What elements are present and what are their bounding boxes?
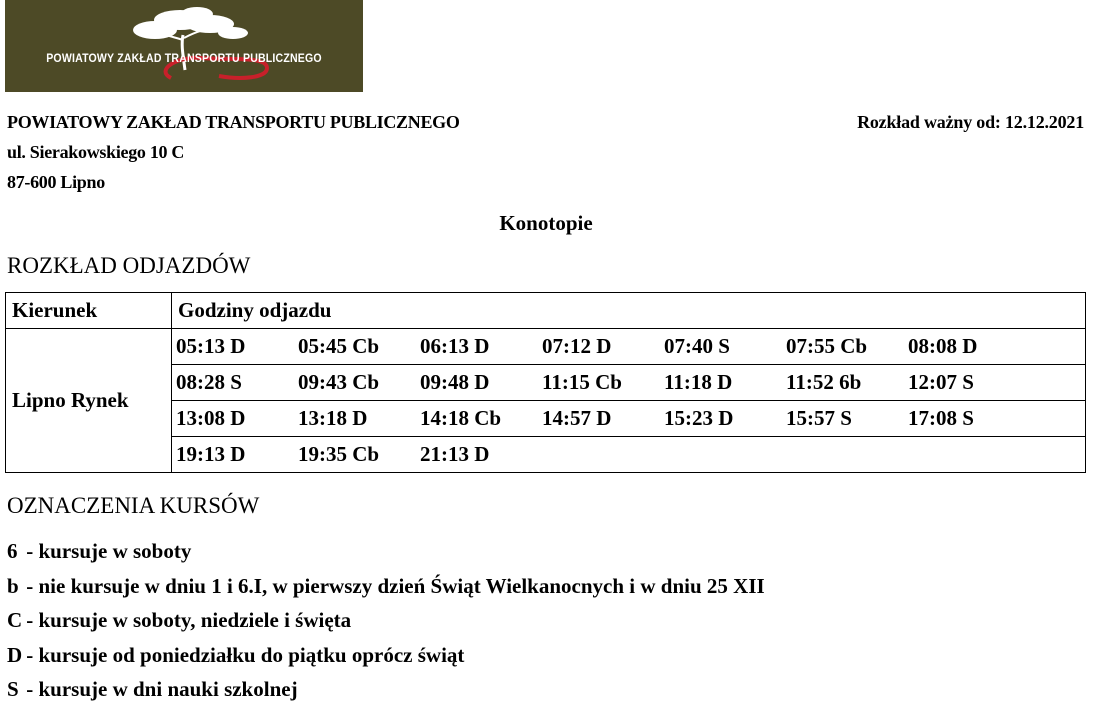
times-cell: [172, 437, 1086, 473]
company-name: POWIATOWY ZAKŁAD TRANSPORTU PUBLICZNEGO: [7, 112, 460, 132]
direction-cell: Lipno Rynek: [6, 329, 172, 473]
departure-time: 09:43 Cb: [298, 370, 380, 394]
departure-time: 14:57 D: [542, 406, 612, 430]
logo-text: POWIATOWY ZAKŁAD TRANSPORTU PUBLICZNEGO: [46, 51, 322, 65]
legend-item: [7, 672, 765, 707]
times-cell: [172, 365, 1086, 401]
stop-name: Konotopie: [499, 211, 593, 235]
departure-time: 21:13 D: [420, 442, 490, 466]
legend-item: [7, 638, 765, 673]
times-cell: [172, 401, 1086, 437]
departure-time: 07:55 Cb: [786, 334, 868, 358]
legend-text: - kursuje w soboty, niedziele i święta: [26, 608, 352, 632]
legend-code: 6: [7, 539, 18, 563]
departure-time: 15:23 D: [664, 406, 734, 430]
legend-code: S: [7, 677, 19, 701]
departure-time: 06:13 D: [420, 334, 490, 358]
legend-code: C: [7, 608, 23, 632]
company-logo: [5, 0, 363, 92]
departure-time: 08:08 D: [908, 334, 978, 358]
departure-time: 13:18 D: [298, 406, 368, 430]
times-cell: [172, 329, 1086, 365]
departures-table: [5, 292, 1086, 473]
departure-time: 07:12 D: [542, 334, 612, 358]
company-city: 87-600 Lipno: [7, 172, 105, 192]
column-header-direction: Kierunek: [6, 293, 172, 329]
departure-time: 11:52 6b: [786, 370, 862, 394]
table-header-row: [6, 293, 1086, 329]
legend-item: [7, 569, 765, 604]
departure-time: 19:13 D: [176, 442, 246, 466]
legend-text: - kursuje w dni nauki szkolnej: [26, 677, 298, 701]
legend-code: D: [7, 642, 23, 667]
tree-logo-icon: [5, 0, 363, 92]
departure-time: 05:13 D: [176, 334, 246, 358]
column-header-times: Godziny odjazdu: [172, 293, 1086, 329]
departure-time: 11:15 Cb: [542, 370, 622, 394]
departure-time: 17:08 S: [908, 406, 974, 430]
departure-time: 08:28 S: [176, 370, 242, 394]
table-row: [6, 329, 1086, 365]
departure-time: 13:08 D: [176, 406, 246, 430]
legend-text: - kursuje w soboty: [26, 539, 192, 563]
legend-heading: OZNACZENIA KURSÓW: [7, 493, 260, 518]
departure-time: 19:35 Cb: [298, 442, 380, 466]
company-street: ul. Sierakowskiego 10 C: [7, 142, 185, 162]
valid-from-date: Rozkład ważny od: 12.12.2021: [857, 112, 1084, 132]
departure-time: 12:07 S: [908, 370, 974, 394]
departure-time: 14:18 Cb: [420, 406, 502, 430]
legend-list: [7, 534, 765, 707]
legend-item: [7, 603, 765, 638]
legend-text: - nie kursuje w dniu 1 i 6.I, w pierwszy dzień Świąt Wielkanocnych i w dniu 25 XII: [26, 573, 765, 598]
departure-time: 07:40 S: [664, 334, 730, 358]
departure-time: 09:48 D: [420, 370, 490, 394]
departure-time: 15:57 S: [786, 406, 852, 430]
legend-text: - kursuje od poniedziałku do piątku oprócz świąt: [26, 642, 465, 667]
schedule-heading: ROZKŁAD ODJAZDÓW: [7, 253, 251, 278]
legend-code: b: [7, 573, 19, 598]
company-info: [7, 107, 460, 197]
departure-time: 11:18 D: [664, 370, 733, 394]
departure-time: 05:45 Cb: [298, 334, 380, 358]
legend-item: [7, 534, 765, 569]
